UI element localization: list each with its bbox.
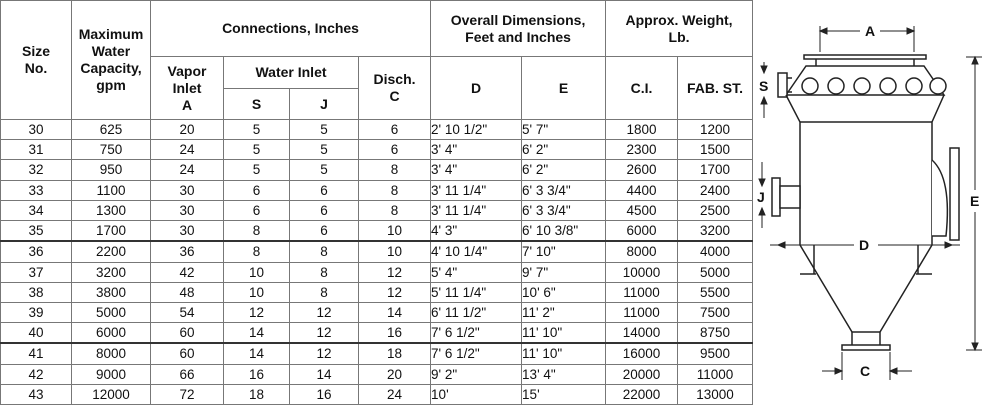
cell-dim-e: 11' 2" [522,302,606,322]
cell-water-j: 6 [290,220,359,241]
cell-vapor-inlet: 42 [151,262,224,282]
cell-weight-fab: 13000 [678,384,753,404]
cell-discharge: 6 [359,140,431,160]
cell-dim-e: 6' 3 3/4" [522,180,606,200]
header-weight-ci: C.I. [606,57,678,120]
cell-water-j: 5 [290,160,359,180]
cell-vapor-inlet: 20 [151,120,224,140]
cell-discharge: 16 [359,323,431,344]
header-dim-d: D [431,57,522,120]
cell-water-j: 12 [290,302,359,322]
cell-weight-fab: 9500 [678,343,753,364]
cell-dim-d: 5' 4" [431,262,522,282]
table-row [1,384,753,404]
cell-dim-d: 4' 3" [431,220,522,241]
cell-water-s: 5 [224,120,290,140]
table-row [1,120,753,140]
cell-discharge: 8 [359,160,431,180]
cell-vapor-inlet: 24 [151,160,224,180]
cell-water-j: 14 [290,364,359,384]
cell-dim-e: 9' 7" [522,262,606,282]
cell-water-j: 16 [290,384,359,404]
cell-weight-fab: 5000 [678,262,753,282]
cell-size: 40 [1,323,72,344]
cell-size: 30 [1,120,72,140]
cell-weight-ci: 4500 [606,200,678,220]
cell-discharge: 10 [359,220,431,241]
cell-dim-d: 7' 6 1/2" [431,323,522,344]
cell-size: 33 [1,180,72,200]
cell-capacity: 2200 [72,241,151,262]
j-nozzle-flange [772,178,780,216]
header-dim-e: E [522,57,606,120]
table-row [1,364,753,384]
cell-weight-fab: 5500 [678,282,753,302]
cell-water-s: 5 [224,140,290,160]
cell-size: 39 [1,302,72,322]
cell-weight-ci: 20000 [606,364,678,384]
header-max-capacity: Maximum Water Capacity, gpm [72,1,151,120]
vapor-inlet-dome [932,160,947,236]
cell-water-j: 12 [290,343,359,364]
cell-dim-d: 3' 11 1/4" [431,180,522,200]
cell-capacity: 3200 [72,262,151,282]
cell-vapor-inlet: 72 [151,384,224,404]
header-vapor-inlet-letter: A [181,96,193,113]
cell-discharge: 10 [359,241,431,262]
cell-dim-d: 7' 6 1/2" [431,343,522,364]
cell-vapor-inlet: 66 [151,364,224,384]
dim-label-a: A [865,23,876,39]
cell-capacity: 9000 [72,364,151,384]
cell-dim-e: 6' 2" [522,160,606,180]
bottom-cone [800,245,932,332]
cell-discharge: 24 [359,384,431,404]
table-row [1,323,753,344]
cell-water-j: 6 [290,200,359,220]
cell-weight-fab: 4000 [678,241,753,262]
cell-water-j: 8 [290,282,359,302]
cell-weight-fab: 2500 [678,200,753,220]
cell-discharge: 14 [359,302,431,322]
cell-dim-d: 3' 11 1/4" [431,200,522,220]
table-row [1,160,753,180]
table-row [1,343,753,364]
cell-capacity: 3800 [72,282,151,302]
cell-water-s: 5 [224,160,290,180]
cell-size: 42 [1,364,72,384]
cell-vapor-inlet: 60 [151,323,224,344]
cell-size: 32 [1,160,72,180]
header-discharge-label: Disch. [373,71,416,87]
cell-weight-ci: 10000 [606,262,678,282]
dim-label-j: J [757,189,765,205]
body-shell [786,95,944,245]
cell-dim-e: 6' 3 3/4" [522,200,606,220]
cell-dim-e: 15' [522,384,606,404]
table-row [1,220,753,241]
cell-weight-ci: 8000 [606,241,678,262]
cell-dim-e: 11' 10" [522,343,606,364]
cell-vapor-inlet: 36 [151,241,224,262]
cell-vapor-inlet: 54 [151,302,224,322]
cell-dim-d: 2' 10 1/2" [431,120,522,140]
cell-vapor-inlet: 30 [151,180,224,200]
table-row [1,180,753,200]
cell-capacity: 8000 [72,343,151,364]
cell-dim-e: 13' 4" [522,364,606,384]
cell-water-s: 8 [224,220,290,241]
dim-label-s: S [759,78,769,94]
cell-weight-ci: 2300 [606,140,678,160]
cell-capacity: 750 [72,140,151,160]
cell-capacity: 1100 [72,180,151,200]
vapor-inlet-flange [950,148,959,240]
cell-weight-fab: 1200 [678,120,753,140]
cell-weight-ci: 6000 [606,220,678,241]
cell-size: 35 [1,220,72,241]
cell-discharge: 12 [359,282,431,302]
cell-weight-fab: 2400 [678,180,753,200]
cell-vapor-inlet: 30 [151,220,224,241]
cell-weight-ci: 4400 [606,180,678,200]
cell-dim-e: 6' 10 3/8" [522,220,606,241]
cell-water-j: 5 [290,120,359,140]
cell-weight-ci: 11000 [606,282,678,302]
cell-water-s: 8 [224,241,290,262]
cell-weight-fab: 11000 [678,364,753,384]
cell-weight-ci: 11000 [606,302,678,322]
cell-capacity: 6000 [72,323,151,344]
cell-weight-ci: 16000 [606,343,678,364]
cell-size: 38 [1,282,72,302]
cell-vapor-inlet: 24 [151,140,224,160]
cell-size: 41 [1,343,72,364]
cell-dim-e: 6' 2" [522,140,606,160]
table-body [1,120,753,405]
cell-capacity: 625 [72,120,151,140]
cell-discharge: 12 [359,262,431,282]
cell-water-s: 14 [224,323,290,344]
header-water-s: S [224,89,290,120]
j-nozzle-pipe [780,186,800,208]
cell-water-s: 16 [224,364,290,384]
s-nozzle-flange [778,73,787,97]
header-water-j: J [290,89,359,120]
table-row [1,282,753,302]
cell-discharge: 18 [359,343,431,364]
cell-discharge: 6 [359,120,431,140]
cell-dim-e: 11' 10" [522,323,606,344]
header-vapor-inlet-label: Vapor Inlet [167,62,207,96]
table-row [1,302,753,322]
header-discharge-letter: C [389,88,400,104]
cell-water-s: 6 [224,180,290,200]
cell-capacity: 12000 [72,384,151,404]
cell-dim-d: 6' 11 1/2" [431,302,522,322]
table-row [1,241,753,262]
header-discharge [359,57,431,120]
cell-weight-fab: 1700 [678,160,753,180]
cell-water-s: 10 [224,262,290,282]
cell-dim-d: 3' 4" [431,140,522,160]
cell-dim-e: 7' 10" [522,241,606,262]
cell-size: 37 [1,262,72,282]
table-row [1,200,753,220]
cell-water-s: 12 [224,302,290,322]
cell-water-s: 6 [224,200,290,220]
cell-dim-e: 5' 7" [522,120,606,140]
cell-size: 31 [1,140,72,160]
top-flange [804,55,926,59]
cell-size: 43 [1,384,72,404]
header-weight-fab: FAB. ST. [678,57,753,120]
header-overall-dimensions: Overall Dimensions, Feet and Inches [431,1,606,57]
cell-water-j: 6 [290,180,359,200]
cell-dim-d: 3' 4" [431,160,522,180]
dim-label-e: E [970,193,980,209]
table-row [1,262,753,282]
cell-size: 36 [1,241,72,262]
cell-weight-fab: 3200 [678,220,753,241]
cell-vapor-inlet: 60 [151,343,224,364]
cell-water-j: 8 [290,241,359,262]
cell-weight-fab: 8750 [678,323,753,344]
header-vapor-inlet [151,57,224,120]
dim-label-c: C [860,363,871,379]
cell-dim-e: 10' 6" [522,282,606,302]
header-approx-weight: Approx. Weight, Lb. [606,1,753,57]
cell-dim-d: 10' [431,384,522,404]
cell-dim-d: 5' 11 1/4" [431,282,522,302]
cell-weight-ci: 1800 [606,120,678,140]
cell-water-s: 10 [224,282,290,302]
cell-size: 34 [1,200,72,220]
header-connections: Connections, Inches [151,1,431,57]
cell-capacity: 950 [72,160,151,180]
discharge-flange [842,345,890,350]
cell-capacity: 5000 [72,302,151,322]
cell-water-s: 14 [224,343,290,364]
dim-label-d: D [859,237,870,253]
cell-weight-ci: 2600 [606,160,678,180]
condenser-diagram [756,0,992,411]
cell-vapor-inlet: 30 [151,200,224,220]
cell-water-j: 5 [290,140,359,160]
cell-weight-fab: 7500 [678,302,753,322]
cell-weight-ci: 22000 [606,384,678,404]
header-size-no: Size No. [1,1,72,120]
cell-discharge: 8 [359,200,431,220]
cell-dim-d: 9' 2" [431,364,522,384]
cell-discharge: 8 [359,180,431,200]
header-water-inlet: Water Inlet [224,57,359,89]
cell-weight-fab: 1500 [678,140,753,160]
cell-weight-ci: 14000 [606,323,678,344]
cell-water-s: 18 [224,384,290,404]
table-row [1,140,753,160]
cell-capacity: 1300 [72,200,151,220]
cell-water-j: 12 [290,323,359,344]
cell-capacity: 1700 [72,220,151,241]
cell-water-j: 8 [290,262,359,282]
cell-dim-d: 4' 10 1/4" [431,241,522,262]
cell-vapor-inlet: 48 [151,282,224,302]
cell-discharge: 20 [359,364,431,384]
